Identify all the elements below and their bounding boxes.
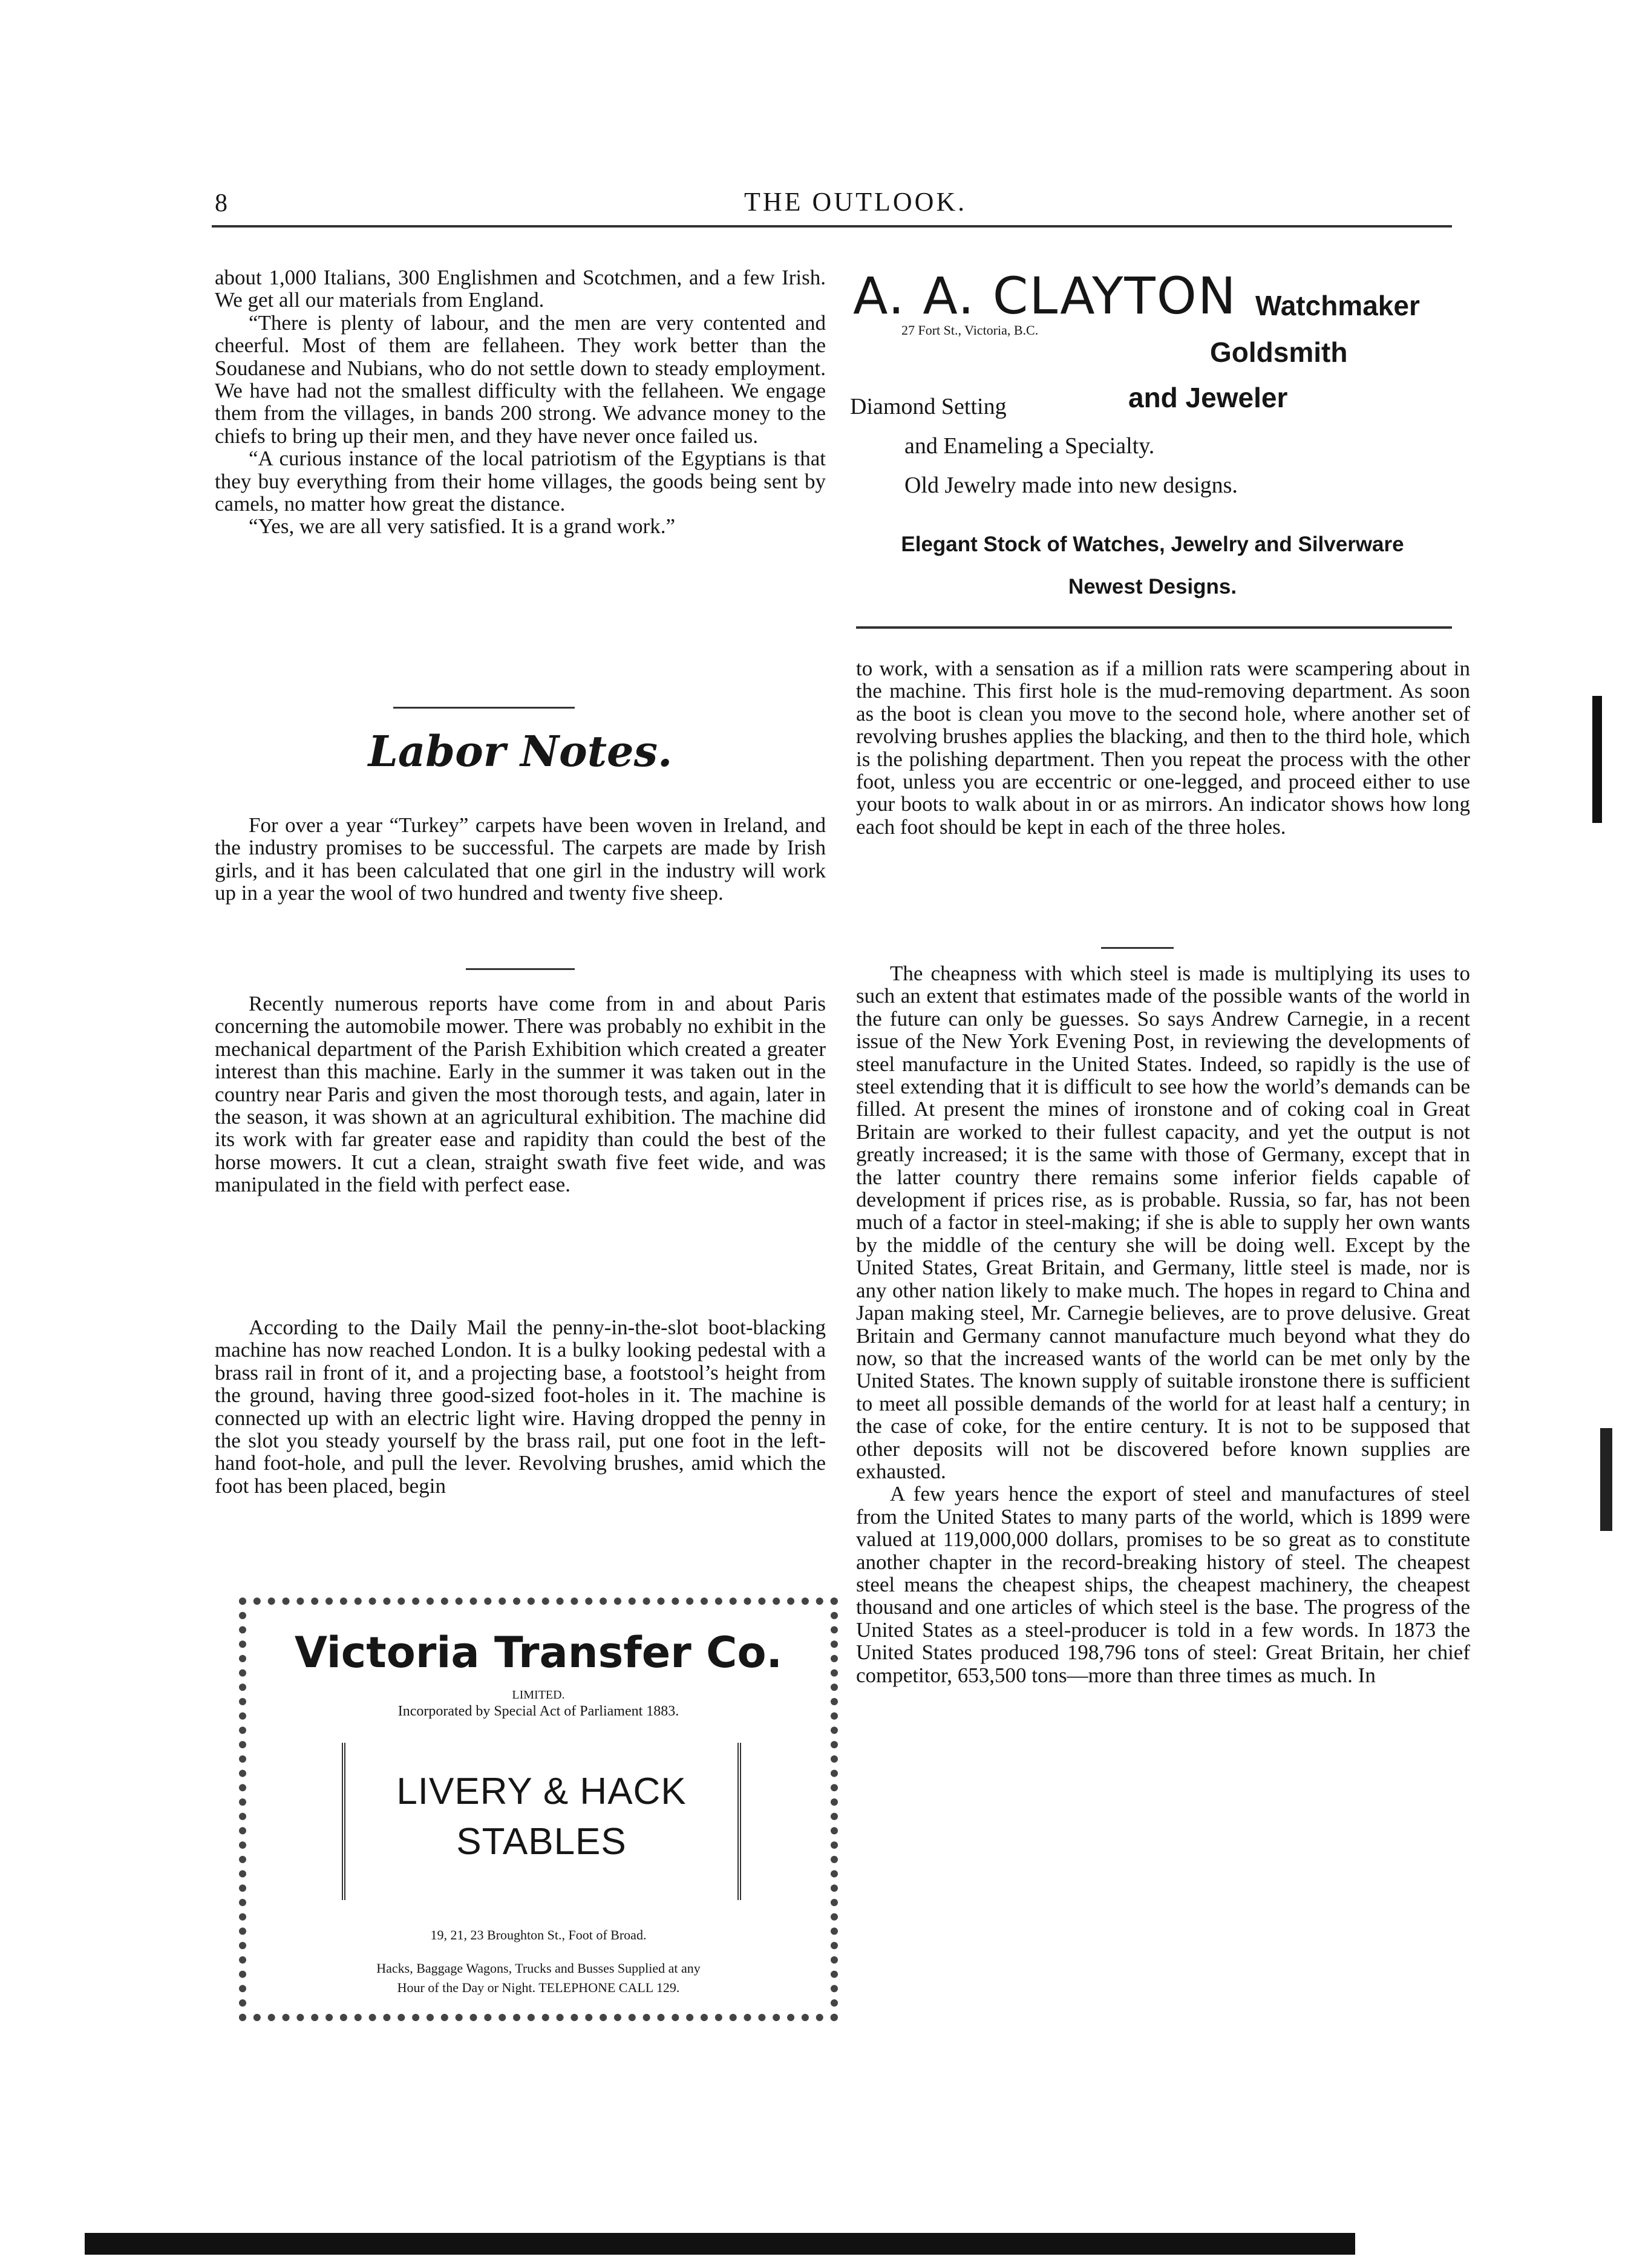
paragraph: “Yes, we are all very satisfied. It is a grand work.”: [249, 514, 675, 539]
victoria-transfer-ad-name: Victoria Transfer Co.: [294, 1628, 783, 1677]
scan-bottom-edge: [85, 2233, 1355, 2255]
divider: [1101, 947, 1174, 949]
scan-margin-mark: [1600, 1428, 1612, 1531]
paragraph: about 1,000 Italians, 300 Englishmen and Scotchmen, and a few Irish. We get all our materials from England.: [215, 266, 826, 312]
labor-note-3: [215, 1316, 826, 1497]
clayton-ad-address: 27 Fort St., Victoria, B.C.: [901, 323, 1039, 338]
clayton-ad-detail: Old Jewelry made into new designs.: [904, 473, 1238, 498]
paragraph: For over a year “Turkey” carpets have been woven in Ireland, and the industry promises to be successful. The carpets are made by Irish girls, and it has been calculated that one girl in the industry will work up in a year the wool of two hundred and twenty five sheep.: [215, 813, 826, 905]
clayton-ad-trade: and Jeweler: [1128, 382, 1288, 413]
victoria-transfer-ad-supply: Hacks, Baggage Wagons, Trucks and Busses Supplied at any: [376, 1961, 701, 1976]
victoria-transfer-ad-service: STABLES: [456, 1821, 627, 1863]
divider: [393, 707, 575, 709]
paragraph: “A curious instance of the local patriotism of the Egyptians is that they buy everything from their home villages, the goods being sent by camels, no matter how great the distance.: [215, 447, 826, 516]
paragraph: Recently numerous reports have come from in and about Paris concerning the automobile mower. There was probably no exhibit in the mechanical department of the Parish Exhibition which created a greater interest than this machine. Early in the summer it was taken out in the country near Paris and given the most thorough tests, and again, later in the season, it was shown at an agricultural exhibition. The machine did its work with far greater ease and rapidity than could the best of the horse mowers. It cut a clean, straight swath five feet wide, and was manipulated in the field with perfect ease.: [215, 992, 826, 1197]
victoria-transfer-ad-limited: LIMITED.: [512, 1688, 565, 1702]
clayton-ad-trade: Watchmaker: [1255, 290, 1420, 321]
paragraph: A few years hence the export of steel and manufactures of steel from the United States to many parts of the world, which is 1899 were valued at 119,000,000 dollars, promises to be so great as to constitute another chapter in the record-breaking history of steel. The cheapest steel means the cheapest ships, the cheapest machinery, the cheapest thousand and one articles of which steel is the base. The progress of the United States as a steel-producer is told in a few words. In 1873 the United States produced 198,796 tons of steel: Great Britain, her chief competitor, 653,500 tons—more than three times as much. In: [856, 1482, 1470, 1687]
clayton-ad-stock: Newest Designs.: [1068, 575, 1237, 598]
paragraph: The cheapness with which steel is made is multiplying its uses to such an extent that estimates made of the possible wants of the world in the future can only be guesses. So says Andrew Carnegie, in a recent issue of the New York Evening Post, in reviewing the developments of steel manufacture in the United States. Indeed, so rapidly is the use of steel extending that it is difficult to see how the world’s demands can be filled. At present the mines of ironstone and of coking coal in Great Britain are worked to their fullest capacity, and yet the output is not greatly increased; it is the same with those of Germany, except that in the latter country there remains some inferior fields capable of development if prices rise, as is probable. Russia, so far, has not been much of a factor in steel-making; if she is able to supply her own wants by the middle of the century she will be doing well. Except by the United States, Great Britain, and Germany, little steel is made, nor is any other nation likely to make much. The hopes in regard to China and Japan making steel, Mr. Carnegie believes, are to prove delusive. Great Britain and Germany cannot manufacture much beyond what they do now, so that the increased wants of the world can be met only by the United States. The known supply of suitable ironstone there is sufficient to meet all possible demands of the world for at least half a century; in the case of coke, for the entire century. It is not to be supposed that other deposits will not be discovered before known supplies are exhausted.: [856, 962, 1470, 1483]
clayton-ad-trade: Goldsmith: [1210, 336, 1348, 368]
paragraph: “There is plenty of labour, and the men are very contented and cheerful. Most of them are fellaheen. They work better than the Soudanese and Nubians, who do not settle down to steady employment. We have had not the smallest difficulty with the fellaheen. We engage them from the villages, in bands 200 strong. We advance money to the chiefs to bring up their men, and they have never once failed us.: [215, 310, 826, 448]
clayton-ad-stock: Elegant Stock of Watches, Jewelry and Silverware: [901, 533, 1404, 556]
clayton-ad-name: A. A. CLAYTON: [853, 266, 1237, 326]
victoria-transfer-ad-incorporation: Incorporated by Special Act of Parliament 1883.: [397, 1703, 679, 1719]
header-rule: [212, 225, 1452, 228]
divider: [466, 968, 575, 970]
page-number: 8: [215, 189, 227, 217]
victoria-transfer-ad-service: LIVERY & HACK: [396, 1771, 687, 1812]
paragraph: to work, with a sensation as if a million rats were scampering about in the machine. This first hole is the mud-removing department. As soon as the boot is clean you move to the second hole, where another set of revolving brushes applies the blacking, and then to the third hole, which is the polishing department. Then you repeat the process with the other foot, unless you are eccentric or one-legged, and proceed either to use your boots to walk about in or as mirrors. An indicator shows how long each foot should be kept in each of the three holes.: [856, 657, 1470, 839]
paragraph: According to the Daily Mail the penny-in-the-slot boot-blacking machine has now reached London. It is a bulky looking pedestal with a brass rail in front of it, and a projecting base, a footstool’s height from the ground, having three good-sized foot-holes in it. The machine is connected up with an electric light wire. Having dropped the penny in the slot you steady yourself by the brass rail, put one foot in the left-hand foot-hole, and pull the lever. Revolving brushes, amid which the foot has been placed, begin: [215, 1316, 826, 1498]
right-column-continued: [856, 657, 1470, 838]
labor-note-2: [215, 992, 826, 1196]
victoria-transfer-ad-address: 19, 21, 23 Broughton St., Foot of Broad.: [430, 1927, 647, 1942]
clayton-ad-detail: and Enameling a Specialty.: [904, 433, 1155, 459]
publication-title: THE OUTLOOK.: [744, 187, 967, 217]
scan-margin-mark: [1592, 696, 1602, 823]
right-column-steel: [856, 962, 1470, 1686]
section-heading: Labor Notes.: [368, 726, 673, 776]
ad-rule: [856, 626, 1452, 629]
victoria-transfer-ad-supply: Hour of the Day or Night. TELEPHONE CALL 129.: [397, 1980, 680, 1995]
labor-note-1: [215, 814, 826, 905]
clayton-ad-detail: Diamond Setting: [850, 394, 1007, 419]
left-column-intro: [215, 266, 826, 538]
